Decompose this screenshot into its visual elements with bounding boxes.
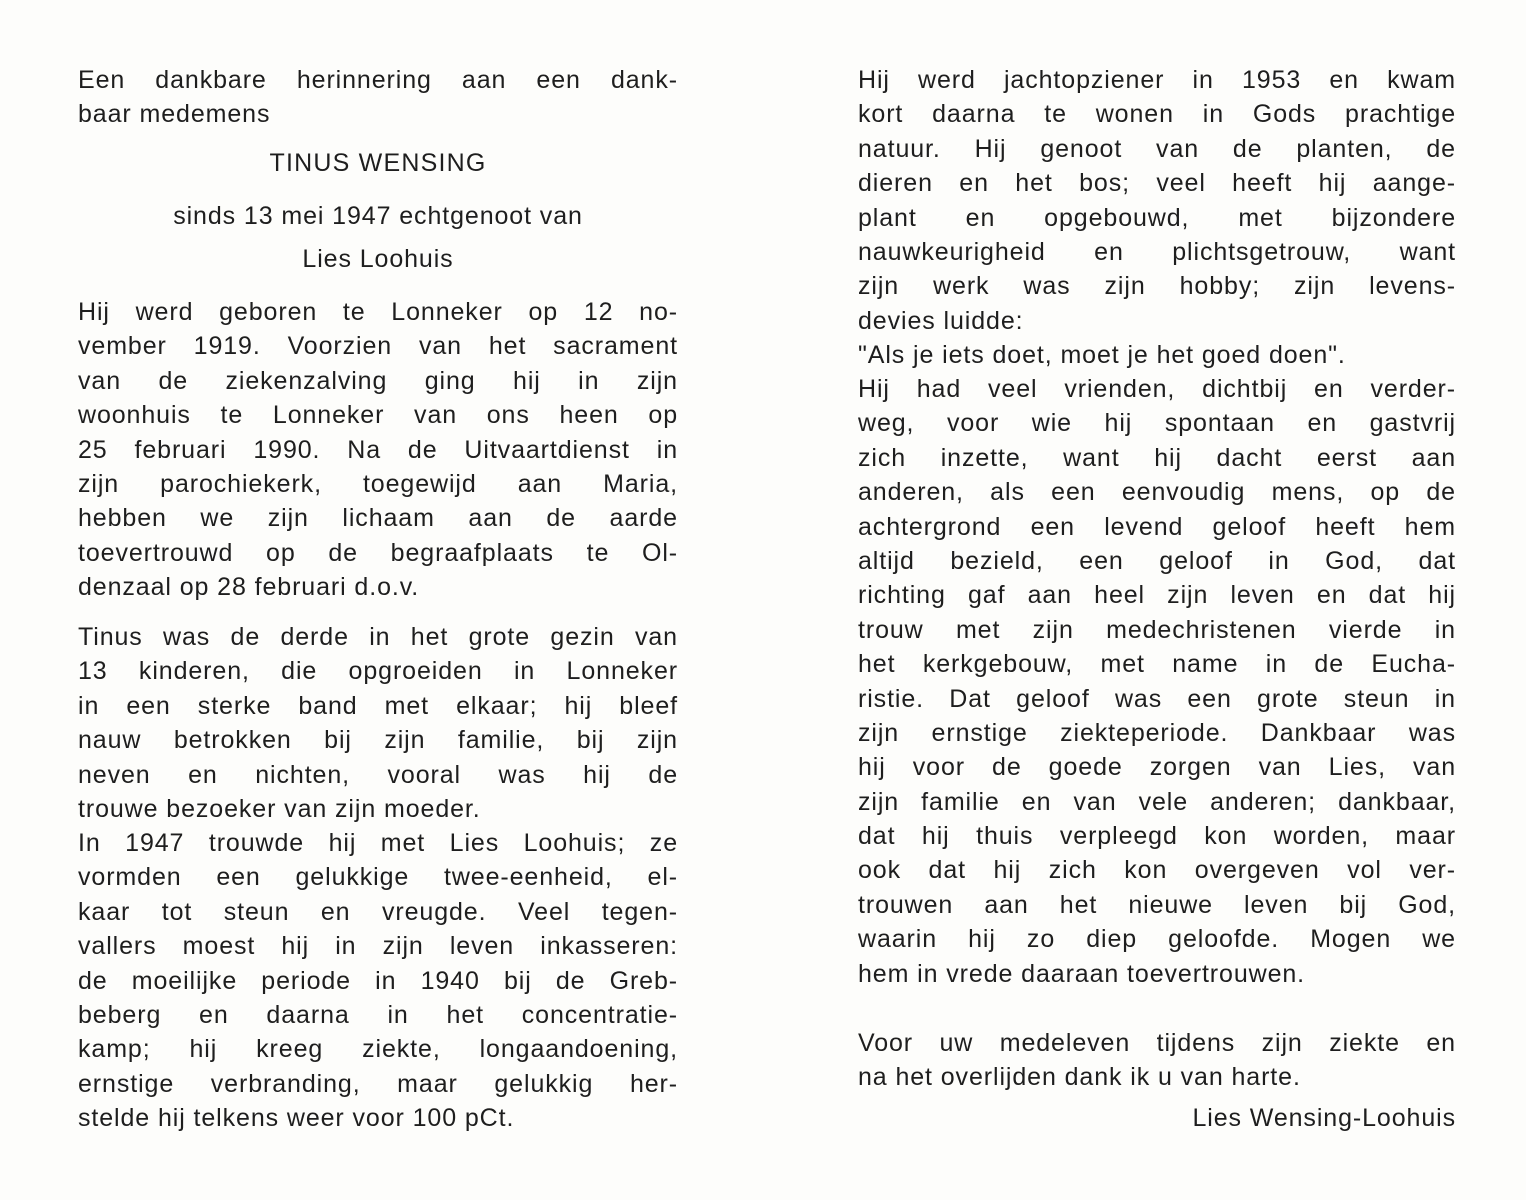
text-line: nauw betrokken bij zijn familie, bij zijn [78, 726, 678, 755]
text-line: devies luidde: [858, 306, 1024, 335]
text-line: Tinus was de derde in het grote gezin van [78, 623, 678, 651]
family-paragraph [78, 620, 678, 826]
text-line: "Als je iets doet, moet je het goed doen". [858, 341, 1346, 369]
intro-text [78, 63, 678, 132]
motto-paragraph [858, 338, 1456, 372]
text-line: kort daarna te wonen in Gods prachtige [858, 100, 1456, 129]
text-line: trouw met zijn medechristenen vierde in [858, 615, 1456, 644]
text-line: nauwkeurigheid en plichtsgetrouw, want [858, 237, 1456, 266]
text-line: de moeilijke periode in 1940 bij de Greb- [78, 966, 678, 995]
text-line: stelde hij telkens weer voor 100 pCt. [78, 1104, 515, 1133]
marriage-paragraph [78, 826, 678, 1136]
text-line: Hij werd geboren te Lonneker op 12 no- [78, 298, 678, 326]
text-line: 13 kinderen, die opgroeiden in Lonneker [78, 657, 678, 686]
text-line: ook dat hij zich kon overgeven vol ver- [858, 856, 1456, 885]
text-line: het kerkgebouw, met name in de Eucha- [858, 650, 1456, 679]
faith-paragraph [858, 372, 1456, 991]
text-line: Voor uw medeleven tijdens zijn ziekte en [858, 1029, 1456, 1057]
text-line: vallers moest hij in zijn leven inkasseren: [78, 932, 678, 961]
text-line: toevertrouwd op de begraafplaats te Ol- [78, 538, 678, 567]
text-line: anderen, als een eenvoudig mens, op de [858, 478, 1456, 507]
biography-paragraph [78, 295, 678, 605]
text-line: Hij werd jachtopziener in 1953 en kwam [858, 66, 1456, 94]
text-line: Een dankbare herinnering aan een dank- [78, 66, 678, 94]
signature: Lies Wensing-Loohuis [1192, 1104, 1456, 1132]
text-line: denzaal op 28 februari d.o.v. [78, 573, 420, 602]
text-line: hij voor de goede zorgen van Lies, van [858, 753, 1456, 782]
text-line: richting gaf aan heel zijn leven en dat hij [858, 581, 1456, 610]
text-line: beberg en daarna in het concentratie- [78, 1000, 678, 1029]
career-paragraph [858, 63, 1456, 338]
text-line: dieren en het bos; veel heeft hij aange- [858, 169, 1456, 198]
text-line: natuur. Hij genoot van de planten, de [858, 134, 1456, 163]
text-line: zijn ernstige ziekteperiode. Dankbaar was [858, 718, 1456, 747]
text-line: vormden een gelukkige twee-eenheid, el- [78, 863, 678, 892]
text-line: altijd bezield, een geloof in God, dat [858, 546, 1456, 575]
text-line: ernstige verbranding, maar gelukkig her- [78, 1069, 678, 1098]
text-line: in een sterke band met elkaar; hij bleef [78, 691, 678, 720]
closing-text [858, 1026, 1456, 1095]
text-line: trouwen aan het nieuwe leven bij God, [858, 890, 1456, 919]
text-line: neven en nichten, vooral was hij de [78, 760, 678, 789]
text-line: achtergrond een levend geloof heeft hem [858, 512, 1456, 541]
text-line: zijn parochiekerk, toegewijd aan Maria, [78, 469, 678, 498]
spouse-name: Lies Loohuis [302, 245, 454, 273]
text-line: plant en opgebouwd, met bijzondere [858, 203, 1456, 232]
text-line: 25 februari 1990. Na de Uitvaartdienst in [78, 435, 678, 464]
text-line: zijn familie en van vele anderen; dankbaar, [858, 787, 1456, 816]
text-line: baar medemens [78, 100, 271, 129]
text-line: In 1947 trouwde hij met Lies Loohuis; ze [78, 829, 678, 857]
text-line: hem in vrede daaraan toevertrouwen. [858, 959, 1306, 988]
text-line: vember 1919. Voorzien van het sacrament [78, 332, 678, 361]
text-line: van de ziekenzalving ging hij in zijn [78, 366, 678, 395]
text-line: dat hij thuis verpleegd kon worden, maar [858, 822, 1456, 851]
text-line: weg, voor wie hij spontaan en gastvrij [858, 409, 1456, 438]
deceased-name: TINUS WENSING [269, 149, 487, 177]
text-line: woonhuis te Lonneker van ons heen op [78, 401, 678, 430]
text-line: na het overlijden dank ik u van harte. [858, 1063, 1301, 1092]
text-line: kaar tot steun en vreugde. Veel tegen- [78, 897, 678, 926]
text-line: zich inzette, want hij dacht eerst aan [858, 443, 1456, 472]
text-line: waarin hij zo diep geloofde. Mogen we [858, 925, 1456, 954]
married-line: sinds 13 mei 1947 echtgenoot van [173, 202, 583, 230]
text-line: Hij had veel vrienden, dichtbij en verder- [858, 375, 1456, 403]
text-line: trouwe bezoeker van zijn moeder. [78, 794, 481, 823]
text-line: hebben we zijn lichaam aan de aarde [78, 504, 678, 533]
text-line: zijn werk was zijn hobby; zijn levens- [858, 272, 1456, 301]
text-line: ristie. Dat geloof was een grote steun in [858, 684, 1456, 713]
text-line: kamp; hij kreeg ziekte, longaandoening, [78, 1035, 678, 1064]
